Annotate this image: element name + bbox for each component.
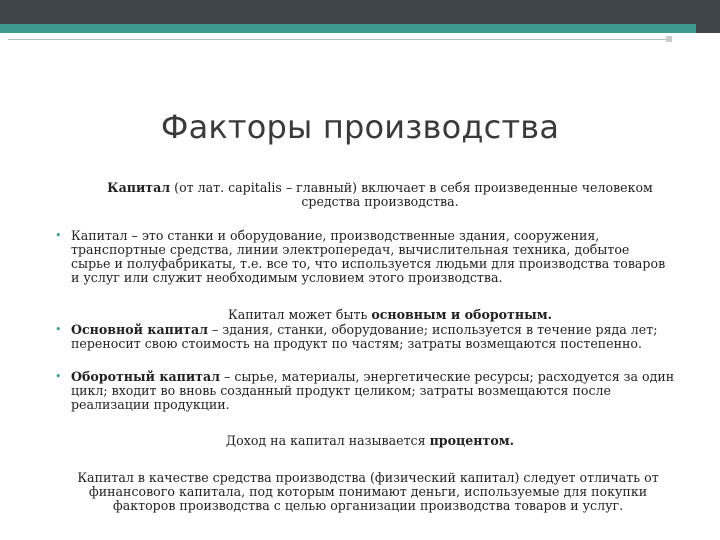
income-paragraph [150, 434, 590, 448]
intro-text: (от лат. capitalis – главный) включает в себя произведенные человеком средства производства. [170, 180, 653, 209]
header-corner-block [696, 0, 720, 33]
list-item-term: Оборотный капитал [71, 369, 221, 384]
bullet-icon: • [55, 370, 62, 383]
slide-title: Факторы производства [160, 108, 560, 146]
bullet-list-2 [55, 323, 670, 351]
income-emphasis: процентом. [429, 433, 515, 448]
header-band-teal [0, 24, 696, 33]
list-item [55, 323, 670, 351]
intro-paragraph [90, 181, 670, 209]
header-divider-line [8, 39, 666, 40]
divider-end-mark [666, 36, 672, 42]
bullet-list-3 [55, 370, 675, 412]
header-band-dark [0, 0, 696, 24]
list-item-text: Капитал – это станки и оборудование, производственные здания, сооружения, транспортные средства, линии электропередач, вычислительная техника, добытое сырье и полуфабрикаты, т.е. все то, что используется людьми для производства товаров и услуг или служит необходимым условием этого производства. [71, 228, 666, 285]
final-paragraph: Капитал в качестве средства производства (физический капитал) следует отличать от финансового капитала, под которым понимают деньги, используемые для покупки факторов производства с целью организации производства товаров и услуг. [77, 470, 659, 513]
list-item-term: Основной капитал [71, 322, 209, 337]
list-item [55, 229, 670, 285]
income-lead: Доход на капитал называется [225, 433, 430, 448]
bullet-icon: • [55, 323, 62, 336]
list-item-text: – здания, станки, оборудование; используется в течение ряда лет; переносит свою стоимость на продукт по частям; затраты возмещаются постепенно. [71, 322, 658, 351]
list-item-text: – сырье, материалы, энергетические ресурсы; расходуется за один цикл; входит во вновь созданный продукт целиком; затраты возмещаются после реализации продукции. [71, 369, 675, 412]
list-item [55, 370, 675, 412]
capital-types-emphasis: основным и оборотным. [371, 307, 553, 322]
capital-types-paragraph [180, 308, 600, 322]
bullet-icon: • [55, 229, 62, 242]
bullet-list-1 [55, 229, 670, 285]
intro-term: Капитал [107, 180, 171, 195]
capital-types-lead: Капитал может быть [227, 307, 372, 322]
